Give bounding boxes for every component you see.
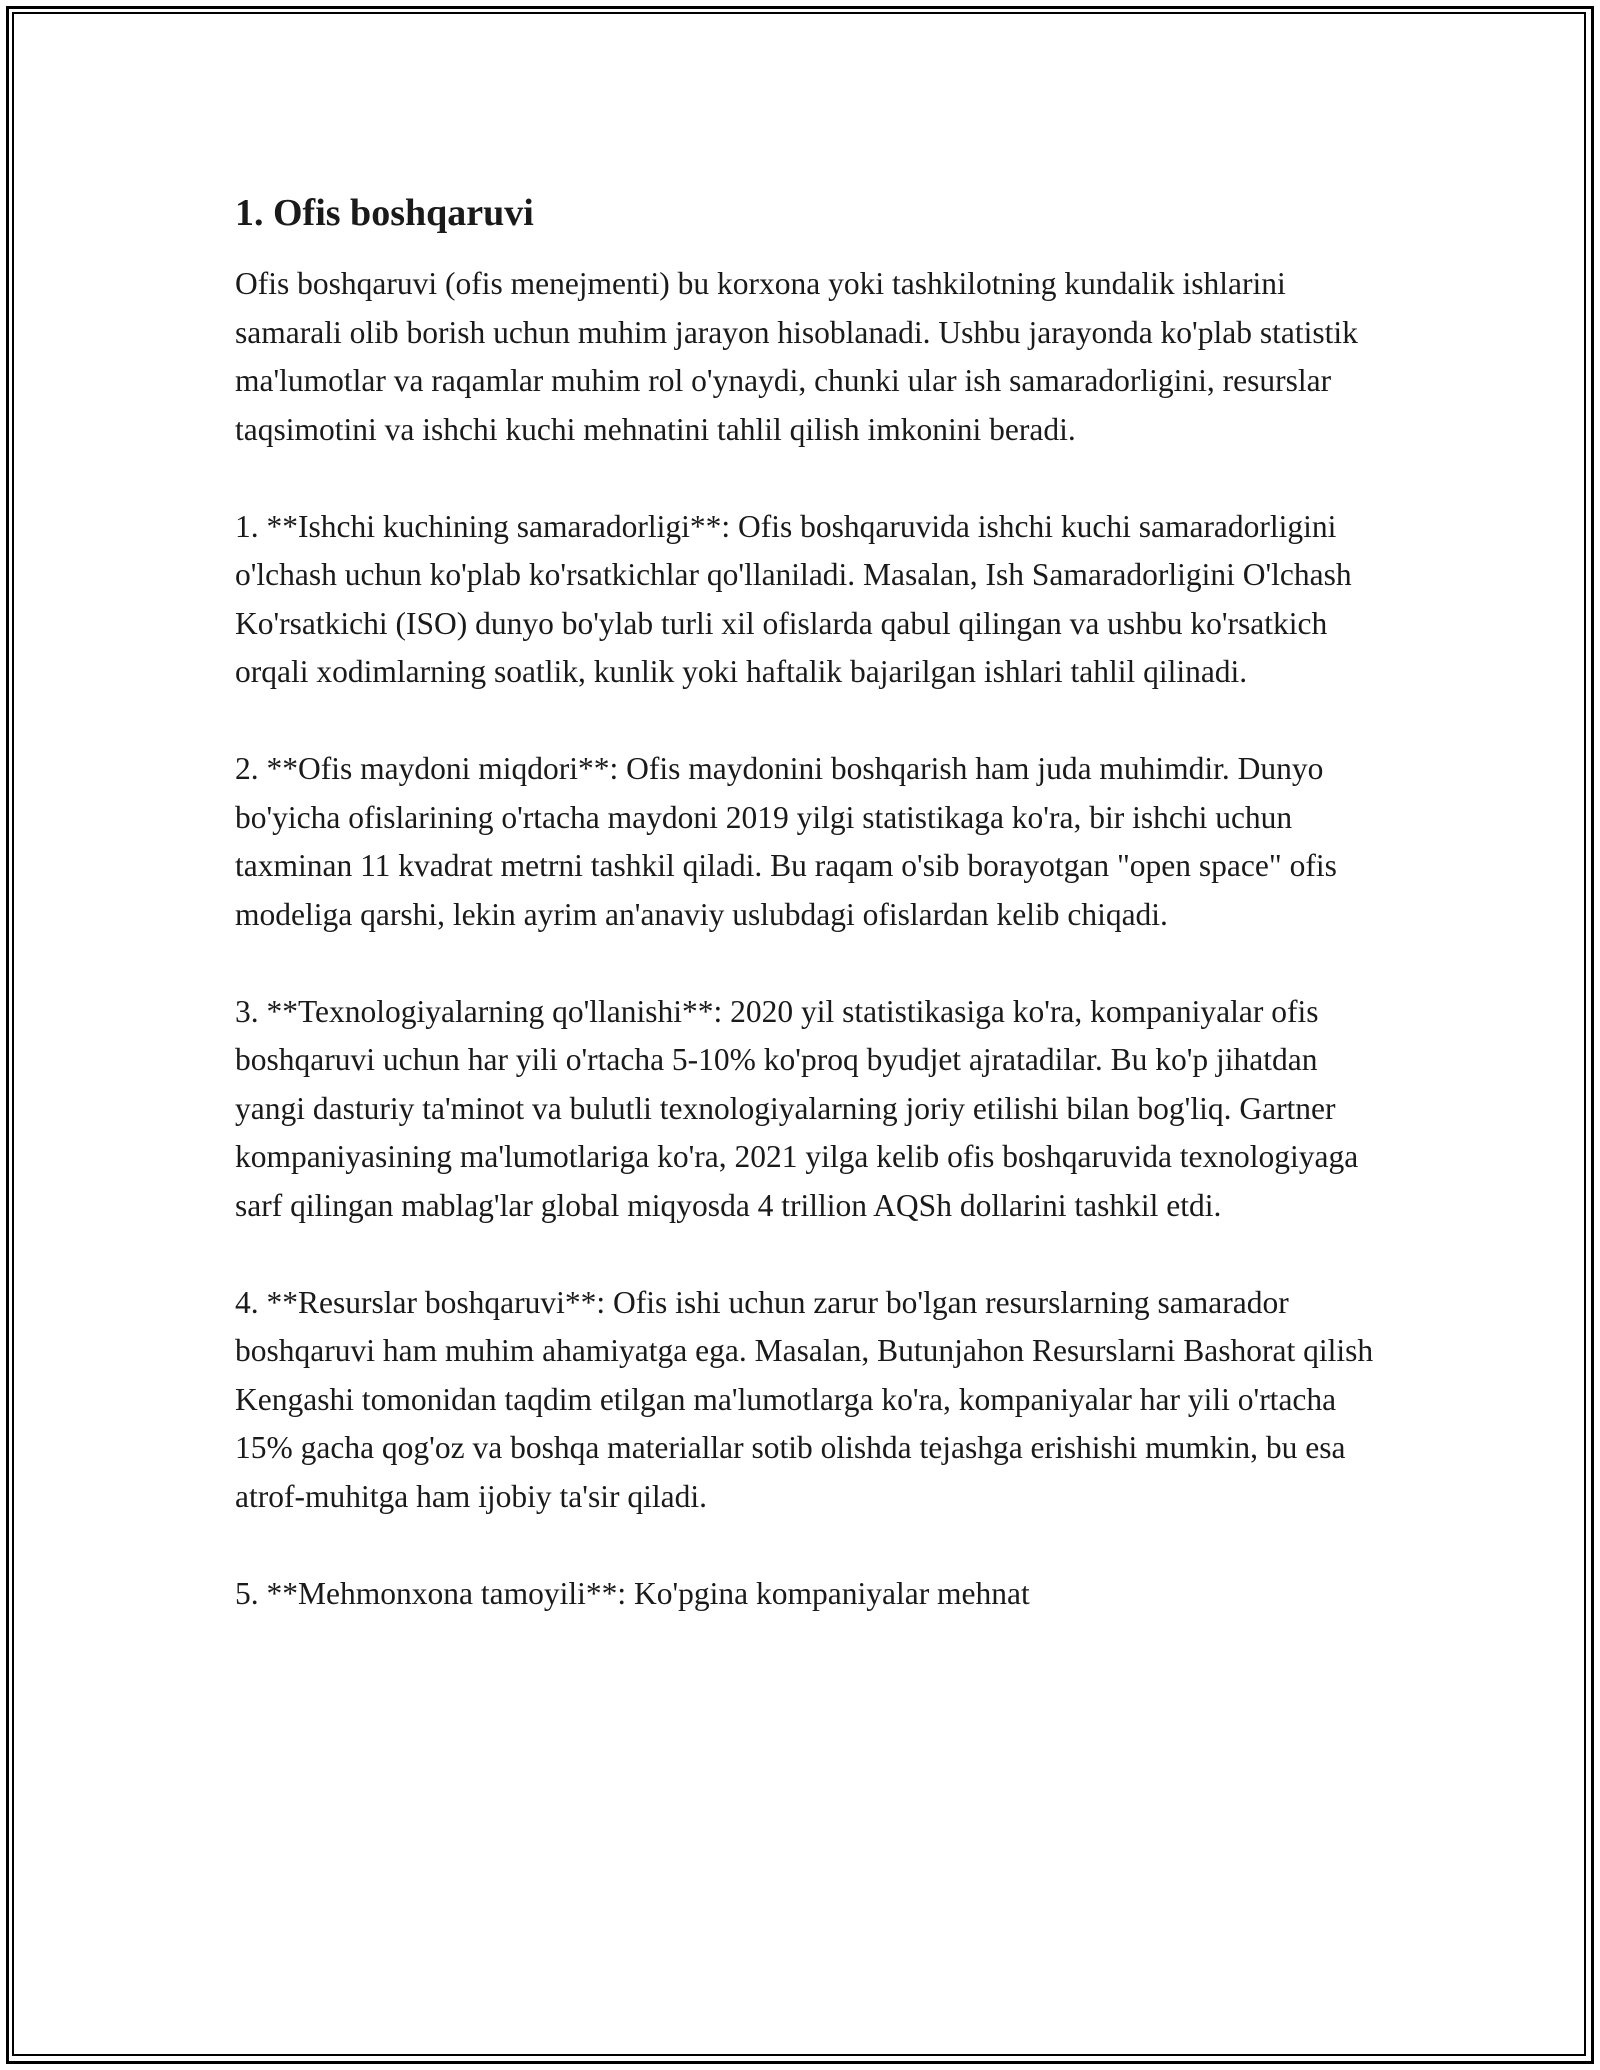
page-title: 1. Ofis boshqaruvi — [235, 192, 534, 234]
paragraph-technology-use: 3. **Texnologiyalarning qo'llanishi**: 2020 yil statistikasiga ko'ra, kompaniyalar ofis boshqaruvi uchun har yili o'rtacha 5-10% ko'proq byudjet ajratadilar. Bu ko'p jihatdan yangi dasturiy ta'minot va bulutli texnologiyalarning joriy etilishi bilan bog'liq. Gartner kompaniyasining ma'lumotlariga ko'ra, 2021 yilga kelib ofis boshqaruvida texnologiyaga sarf qilingan mablag'lar global miqyosda 4 trillion AQSh dollarini tashkil etdi. — [235, 993, 1359, 1223]
paragraph-hospitality-principle: 5. **Mehmonxona tamoyili**: Ko'pgina kompaniyalar mehnat — [235, 1575, 1030, 1611]
paragraph-resource-management: 4. **Resurslar boshqaruvi**: Ofis ishi uchun zarur bo'lgan resurslarning samarador boshqaruvi ham muhim ahamiyatga ega. Masalan, Butunjahon Resurslarni Bashorat qilish Kengashi tomonidan taqdim etilgan ma'lumotlarga ko'ra, kompaniyalar har yili o'rtacha 15% gacha qog'oz va boshqa materiallar sotib olishda tejashga erishishi mumkin, bu esa atrof-muhitga ham ijobiy ta'sir qiladi. — [235, 1284, 1374, 1514]
paragraph-office-space: 2. **Ofis maydoni miqdori**: Ofis maydonini boshqarish ham juda muhimdir. Dunyo bo'yicha ofislarining o'rtacha maydoni 2019 yilgi statistikaga ko'ra, bir ishchi uchun taxminan 11 kvadrat metrni tashkil qiladi. Bu raqam o'sib borayotgan "open space" ofis modeliga qarshi, lekin ayrim an'anaviy uslubdagi ofislardan kelib chiqadi. — [235, 751, 1337, 932]
intro-paragraph: Ofis boshqaruvi (ofis menejmenti) bu korxona yoki tashkilotning kundalik ishlarini samarali olib borish uchun muhim jarayon hisoblanadi. Ushbu jarayonda ko'plab statistik ma'lumotlar va raqamlar muhim rol o'ynaydi, chunki ular ish samaradorligini, resurslar taqsimotini va ishchi kuchi mehnatini tahlil qilish imkonini beradi. — [235, 266, 1358, 447]
document-body — [235, 184, 1375, 1667]
paragraph-workforce-efficiency: 1. **Ishchi kuchining samaradorligi**: Ofis boshqaruvida ishchi kuchi samaradorligini o'lchash uchun ko'plab ko'rsatkichlar qo'llaniladi. Masalan, Ish Samaradorligini O'lchash Ko'rsatkichi (ISO) dunyo bo'ylab turli xil ofislarda qabul qilingan va ushbu ko'rsatkich orqali xodimlarning soatlik, kunlik yoki haftalik bajarilgan ishlari tahlil qilinadi. — [235, 508, 1352, 689]
